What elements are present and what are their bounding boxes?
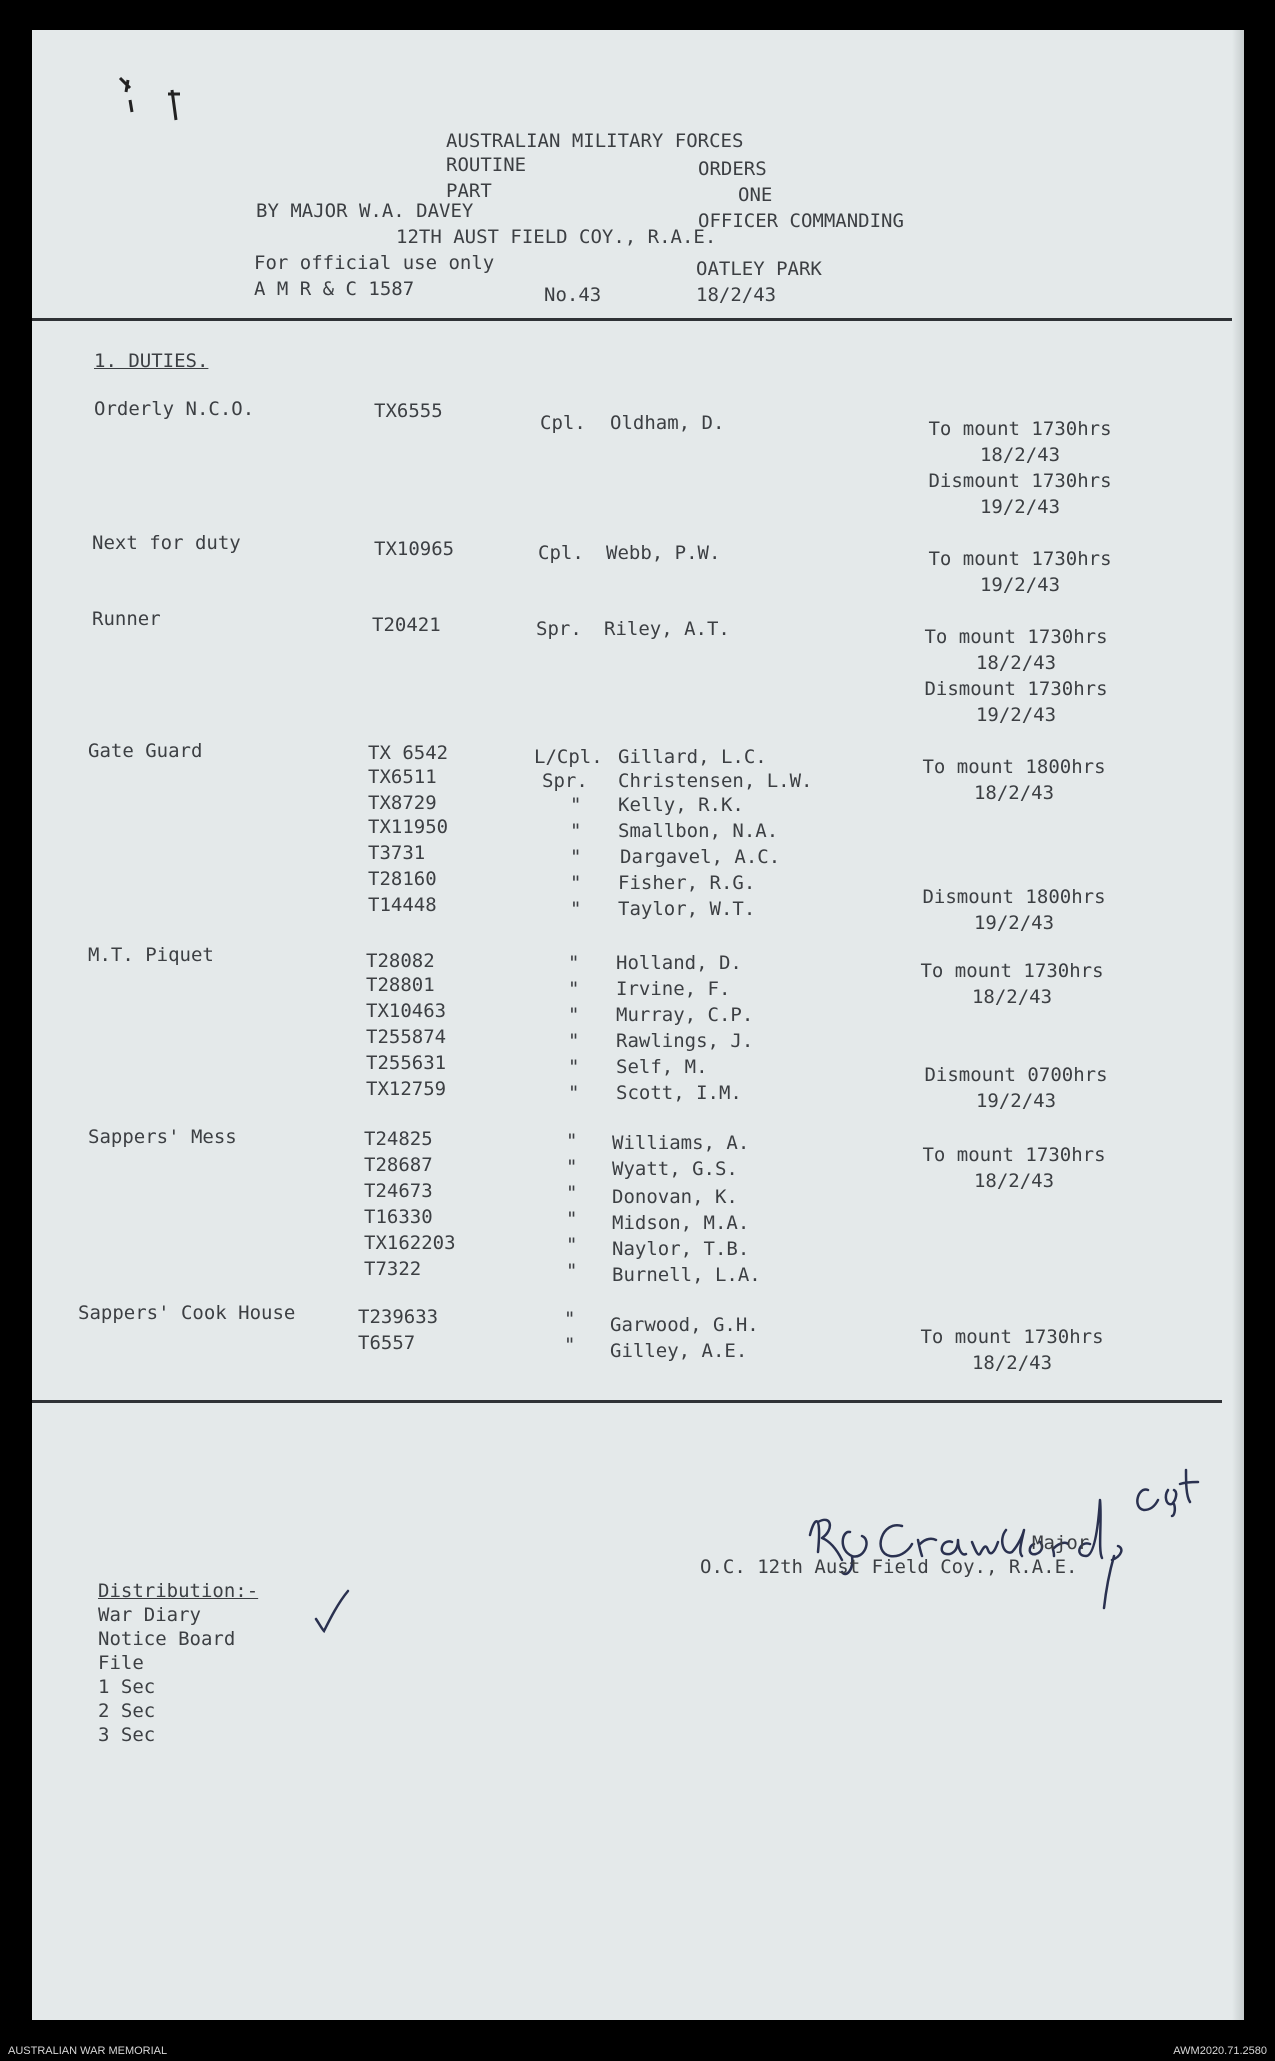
mount-time: To mount 1730hrs <box>928 548 1112 570</box>
soldier-name: Irvine, F. <box>616 978 731 1000</box>
mount-date: 19/2/43 <box>979 574 1061 596</box>
service-number: T28160 <box>368 868 437 890</box>
signature-rank: Major <box>1032 1532 1090 1554</box>
soldier-name: Riley, A.T. <box>604 618 730 640</box>
header-amrc: A M R & C 1587 <box>254 278 415 300</box>
duty-label: Gate Guard <box>88 740 203 762</box>
duty-label: Sappers' Cook House <box>78 1302 296 1324</box>
soldier-name: Fisher, R.G. <box>618 872 756 894</box>
service-number: TX8729 <box>368 792 437 814</box>
ditto-mark: " <box>570 872 582 894</box>
signature-oc-line: O.C. 12th Aust Field Coy., R.A.E. <box>700 1556 1078 1578</box>
soldier-name: Scott, I.M. <box>616 1082 742 1104</box>
dismount-time: Dismount 1800hrs <box>922 886 1106 908</box>
service-number: T24673 <box>364 1180 433 1202</box>
document-page <box>32 30 1244 2020</box>
ditto-mark: " <box>566 1260 578 1282</box>
service-number: T28801 <box>366 974 435 996</box>
ditto-mark: " <box>570 846 582 868</box>
rank: L/Cpl. <box>534 746 603 768</box>
service-number: TX10965 <box>374 538 455 560</box>
mount-date: 18/2/43 <box>973 1170 1055 1192</box>
service-number: TX6555 <box>374 400 443 422</box>
ditto-mark: " <box>564 1334 576 1356</box>
mount-date: 18/2/43 <box>973 782 1055 804</box>
service-number: T239633 <box>358 1306 439 1328</box>
dismount-time: Dismount 1730hrs <box>928 470 1112 492</box>
soldier-name: Gilley, A.E. <box>610 1340 748 1362</box>
header-orders: ORDERS <box>698 158 767 180</box>
soldier-name: Garwood, G.H. <box>610 1314 759 1336</box>
soldier-name: Holland, D. <box>616 952 742 974</box>
section-title: 1. DUTIES. <box>94 350 209 372</box>
header-officer-commanding: OFFICER COMMANDING <box>698 210 904 232</box>
distribution-item: 2 Sec <box>98 1700 156 1722</box>
soldier-name: Williams, A. <box>612 1132 750 1154</box>
dismount-date: 19/2/43 <box>973 912 1055 934</box>
service-number: T24825 <box>364 1128 433 1150</box>
ditto-mark: " <box>566 1208 578 1230</box>
service-number: T16330 <box>364 1206 433 1228</box>
ditto-mark: " <box>566 1130 578 1152</box>
header-routine: ROUTINE <box>446 154 527 176</box>
mount-time: To mount 1730hrs <box>920 960 1104 982</box>
header-one: ONE <box>738 184 773 206</box>
service-number: TX6511 <box>368 766 437 788</box>
ditto-mark: " <box>568 1056 580 1078</box>
service-number: T6557 <box>358 1332 416 1354</box>
ditto-mark: " <box>568 952 580 974</box>
mount-date: 18/2/43 <box>971 1352 1053 1374</box>
soldier-name: Midson, M.A. <box>612 1212 750 1234</box>
ditto-mark: " <box>568 1004 580 1026</box>
service-number: T255631 <box>366 1052 447 1074</box>
duty-label: Runner <box>92 608 161 630</box>
dismount-time: Dismount 0700hrs <box>924 1064 1108 1086</box>
mount-time: To mount 1800hrs <box>922 756 1106 778</box>
mount-time: To mount 1730hrs <box>924 626 1108 648</box>
service-number: T28082 <box>366 950 435 972</box>
ditto-mark: " <box>568 1082 580 1104</box>
header-date: 18/2/43 <box>696 284 777 306</box>
duty-label: Next for duty <box>92 532 241 554</box>
dismount-date: 19/2/43 <box>979 496 1061 518</box>
ditto-mark: " <box>566 1156 578 1178</box>
rank: Cpl. <box>540 412 586 434</box>
rank: Spr. <box>536 618 582 640</box>
soldier-name: Burnell, L.A. <box>612 1264 761 1286</box>
handwritten-signature <box>772 1460 1212 1610</box>
duty-label: Orderly N.C.O. <box>94 398 255 420</box>
mount-time: To mount 1730hrs <box>922 1144 1106 1166</box>
rank: Spr. <box>542 770 588 792</box>
soldier-name: Murray, C.P. <box>616 1004 754 1026</box>
service-number: T255874 <box>366 1026 447 1048</box>
soldier-name: Oldham, D. <box>610 412 725 434</box>
footer-divider <box>32 1400 1222 1403</box>
service-number: T3731 <box>368 842 426 864</box>
header-official-use: For official use only <box>254 252 495 274</box>
mount-date: 18/2/43 <box>971 986 1053 1008</box>
soldier-name: Christensen, L.W. <box>618 770 813 792</box>
distribution-item: 3 Sec <box>98 1724 156 1746</box>
service-number: T20421 <box>372 614 441 636</box>
duty-label: Sappers' Mess <box>88 1126 237 1148</box>
soldier-name: Kelly, R.K. <box>618 794 744 816</box>
soldier-name: Taylor, W.T. <box>618 898 756 920</box>
mount-time: To mount 1730hrs <box>920 1326 1104 1348</box>
distribution-item: War Diary <box>98 1604 201 1626</box>
dismount-date: 19/2/43 <box>975 704 1057 726</box>
service-number: TX12759 <box>366 1078 447 1100</box>
dismount-date: 19/2/43 <box>975 1090 1057 1112</box>
service-number: T14448 <box>368 894 437 916</box>
soldier-name: Naylor, T.B. <box>612 1238 750 1260</box>
ditto-mark: " <box>570 898 582 920</box>
soldier-name: Donovan, K. <box>612 1186 738 1208</box>
service-number: TX162203 <box>364 1232 456 1254</box>
checkmark-icon <box>312 1585 352 1635</box>
soldier-name: Gillard, L.C. <box>618 746 767 768</box>
soldier-name: Webb, P.W. <box>606 542 721 564</box>
ditto-mark: " <box>568 978 580 1000</box>
soldier-name: Smallbon, N.A. <box>618 820 779 842</box>
duty-label: M.T. Piquet <box>88 944 214 966</box>
header-line1: AUSTRALIAN MILITARY FORCES <box>446 130 744 152</box>
header-divider <box>32 318 1244 321</box>
footer-left-label: AUSTRALIAN WAR MEMORIAL <box>8 2045 168 2057</box>
service-number: T28687 <box>364 1154 433 1176</box>
soldier-name: Rawlings, J. <box>616 1030 754 1052</box>
distribution-item: File <box>98 1652 144 1674</box>
soldier-name: Wyatt, G.S. <box>612 1158 738 1180</box>
dismount-time: Dismount 1730hrs <box>924 678 1108 700</box>
ditto-mark: " <box>568 1030 580 1052</box>
ditto-mark: " <box>570 820 582 842</box>
header-by-major: BY MAJOR W.A. DAVEY <box>256 200 474 222</box>
ditto-mark: " <box>564 1308 576 1330</box>
mount-date: 18/2/43 <box>979 444 1061 466</box>
ditto-mark: " <box>566 1234 578 1256</box>
mount-time: To mount 1730hrs <box>928 418 1112 440</box>
header-unit: 12TH AUST FIELD COY., R.A.E. <box>396 226 717 248</box>
service-number: TX11950 <box>368 816 449 838</box>
service-number: T7322 <box>364 1258 422 1280</box>
ditto-mark: " <box>570 794 582 816</box>
punch-mark-icon <box>112 70 202 130</box>
footer-right-label: AWM2020.71.2580 <box>1173 2045 1267 2057</box>
distribution-title: Distribution:- <box>98 1580 259 1602</box>
header-part: PART <box>446 180 492 202</box>
soldier-name: Dargavel, A.C. <box>620 846 781 868</box>
rank: Cpl. <box>538 542 584 564</box>
header-place: OATLEY PARK <box>696 258 822 280</box>
ditto-mark: " <box>566 1182 578 1204</box>
soldier-name: Self, M. <box>616 1056 708 1078</box>
service-number: TX10463 <box>366 1000 447 1022</box>
distribution-item: Notice Board <box>98 1628 236 1650</box>
service-number: TX 6542 <box>368 742 449 764</box>
header-order-no: No.43 <box>544 284 602 306</box>
mount-date: 18/2/43 <box>975 652 1057 674</box>
distribution-item: 1 Sec <box>98 1676 156 1698</box>
